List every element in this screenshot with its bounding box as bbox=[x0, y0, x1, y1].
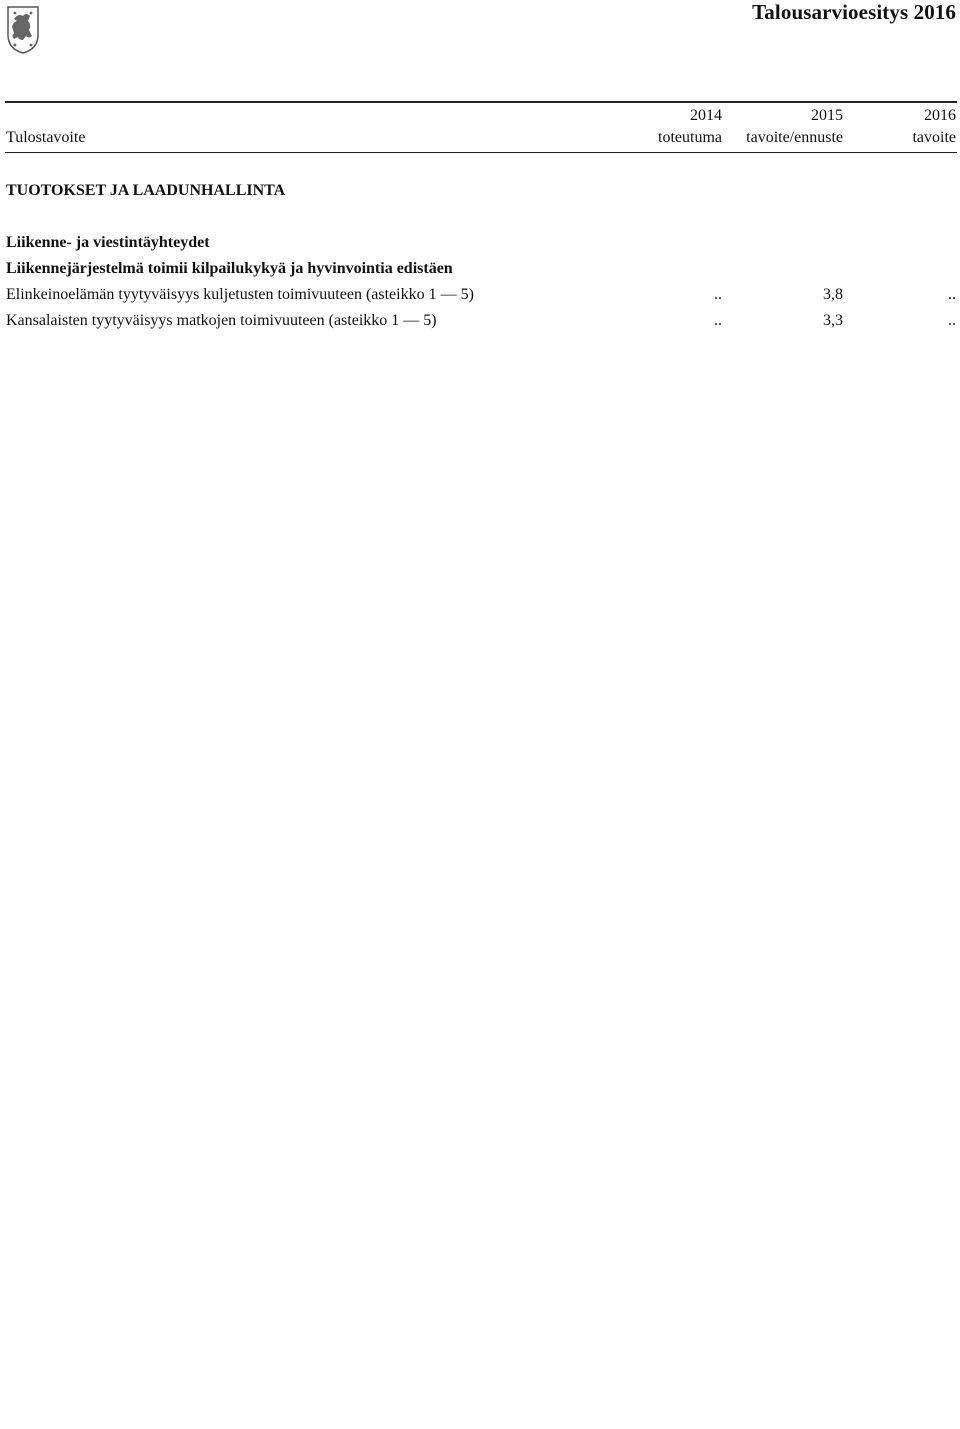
col-2015-year: 2015 bbox=[811, 107, 843, 124]
finnish-lion-emblem-icon bbox=[6, 5, 40, 55]
table-top-rule bbox=[5, 101, 957, 103]
table-row bbox=[6, 284, 956, 306]
row-value-2015: 3,3 bbox=[823, 312, 843, 329]
column-header-names bbox=[6, 127, 956, 149]
row-value-2014: .. bbox=[714, 312, 722, 329]
row-label: Kansalaisten tyytyväisyys matkojen toimivuuteen (asteikko 1 — 5) bbox=[6, 312, 437, 329]
row-value-2014: .. bbox=[714, 286, 722, 303]
col-2014-year: 2014 bbox=[690, 107, 722, 124]
group-title bbox=[6, 232, 956, 254]
row-value-2015: 3,8 bbox=[823, 286, 843, 303]
group-subtitle-text: Liikennejärjestelmä toimii kilpailukykyä ja hyvinvointia edistäen bbox=[6, 260, 453, 277]
row-value-2016: .. bbox=[948, 312, 956, 329]
section-heading bbox=[6, 180, 956, 202]
row-label: Elinkeinoelämän tyytyväisyys kuljetusten toimivuuteen (asteikko 1 — 5) bbox=[6, 286, 474, 303]
table-row bbox=[6, 310, 956, 332]
column-header-years bbox=[6, 105, 956, 127]
row-value-2016: .. bbox=[948, 286, 956, 303]
col-2014-name: toteutuma bbox=[658, 129, 722, 146]
table-header-rule bbox=[5, 152, 957, 153]
document-title: Talousarvioesitys 2016 bbox=[752, 0, 956, 24]
col-2016-year: 2016 bbox=[924, 107, 956, 124]
group-subtitle bbox=[6, 258, 956, 280]
col-2016-name: tavoite bbox=[912, 129, 956, 146]
col-2015-name: tavoite/ennuste bbox=[746, 129, 843, 146]
col-label-heading: Tulostavoite bbox=[6, 129, 86, 146]
group-title-text: Liikenne- ja viestintäyhteydet bbox=[6, 234, 210, 251]
section-heading-text: TUOTOKSET JA LAADUNHALLINTA bbox=[6, 182, 286, 199]
